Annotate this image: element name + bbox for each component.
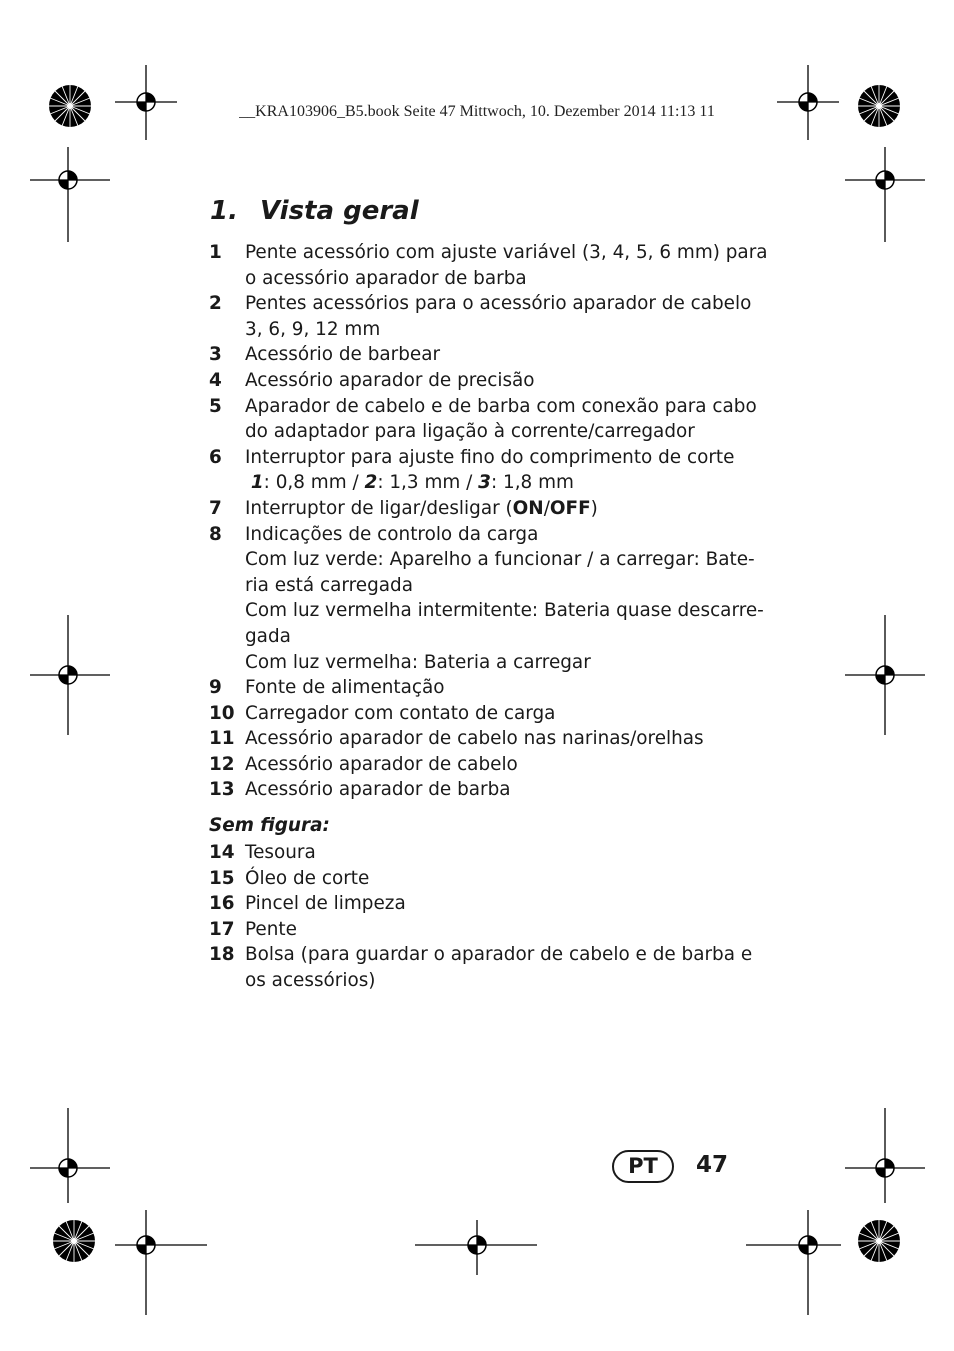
item-text: Interruptor para ajuste fino do comprimento de corte — [245, 446, 735, 468]
item-text: gada — [245, 625, 291, 647]
crosshair-icon — [845, 1108, 925, 1203]
starburst-target-icon — [52, 1219, 96, 1263]
list-item — [209, 942, 769, 993]
crosshair-icon — [746, 1210, 841, 1315]
section-title-text: Vista geral — [260, 196, 419, 226]
item-text: Acessório aparador de precisão — [245, 369, 535, 391]
item-text: Com luz vermelha: Bateria a carregar — [245, 651, 591, 673]
item-number: 13 — [209, 779, 235, 801]
list-item — [209, 891, 769, 917]
item-text: Pente acessório com ajuste variável (3, 4, 5, 6 mm) para — [245, 242, 768, 263]
item-text: Pente — [245, 918, 297, 940]
length-settings-line — [245, 470, 769, 496]
item-number: 8 — [209, 523, 222, 545]
list-item — [209, 866, 769, 892]
item-number: 18 — [209, 944, 235, 966]
language-badge: PT — [612, 1150, 674, 1183]
item-number: 1 — [209, 242, 222, 263]
list-item — [209, 394, 769, 445]
item-number: 11 — [209, 728, 235, 750]
setting-value: : 1,3 mm / — [377, 472, 479, 494]
crosshair-icon — [115, 1210, 207, 1315]
setting-key: 1 — [250, 472, 264, 494]
print-header-line: __KRA103906_B5.book Seite 47 Mittwoch, 10. Dezember 2014 11:13 11 — [239, 103, 715, 120]
item-number: 4 — [209, 369, 222, 391]
item-number: 3 — [209, 344, 222, 366]
item-text: Óleo de corte — [245, 867, 370, 889]
no-figure-heading: Sem figura: — [209, 815, 330, 836]
list-item — [209, 675, 769, 701]
off-label: OFF — [549, 497, 591, 519]
item-text: Acessório aparador de cabelo — [245, 753, 518, 775]
item-text: Acessório de barbear — [245, 344, 441, 366]
list-item — [209, 752, 769, 778]
page-number: 47 — [696, 1152, 729, 1178]
list-item — [209, 701, 769, 727]
crosshair-icon — [30, 615, 110, 735]
item-number: 9 — [209, 677, 222, 699]
item-text-prefix: Interruptor de ligar/desligar ( — [245, 497, 513, 519]
setting-value: : 0,8 mm / — [263, 472, 365, 494]
item-number: 2 — [209, 293, 222, 315]
item-number: 7 — [209, 497, 222, 519]
item-number: 14 — [209, 842, 235, 863]
setting-key: 2 — [364, 472, 378, 494]
item-text: Acessório aparador de barba — [245, 779, 511, 801]
item-text: Aparador de cabelo e de barba com conexão para cabo — [245, 395, 757, 417]
on-label: ON — [512, 497, 544, 519]
item-number: 17 — [209, 918, 235, 940]
item-text: Fonte de alimentação — [245, 677, 445, 699]
no-figure-list — [209, 840, 769, 994]
item-number: 6 — [209, 446, 222, 468]
item-number: 16 — [209, 893, 235, 915]
crosshair-icon — [30, 147, 110, 242]
overview-list — [209, 240, 769, 803]
list-item — [209, 917, 769, 943]
item-text: Com luz vermelha intermitente: Bateria quase descarre- — [245, 600, 764, 622]
section-title — [210, 196, 419, 226]
item-text-suffix: ) — [590, 497, 598, 519]
item-text: ria está carregada — [245, 574, 413, 596]
item-text: Pincel de limpeza — [245, 893, 406, 915]
list-item — [209, 342, 769, 368]
starburst-target-icon — [857, 84, 901, 128]
section-number: 1. — [210, 196, 238, 226]
item-text: Acessório aparador de cabelo nas narinas/orelhas — [245, 728, 704, 750]
crosshair-icon — [30, 1108, 110, 1203]
item-number: 15 — [209, 867, 235, 889]
item-text: do adaptador para ligação à corrente/carregador — [245, 421, 695, 443]
crosshair-icon — [845, 147, 925, 242]
starburst-target-icon — [857, 1219, 901, 1263]
item-number: 5 — [209, 395, 222, 417]
setting-key: 3 — [478, 472, 491, 494]
item-number: 10 — [209, 702, 235, 724]
item-number: 12 — [209, 753, 235, 775]
crosshair-icon — [415, 1220, 537, 1275]
list-item — [209, 291, 769, 342]
item-text: o acessório aparador de barba — [245, 267, 527, 289]
crosshair-icon — [845, 615, 925, 735]
list-item — [209, 726, 769, 752]
list-item — [209, 445, 769, 496]
item-text: Carregador com contato de carga — [245, 702, 556, 724]
crosshair-icon — [115, 65, 177, 140]
item-text: Tesoura — [245, 842, 316, 863]
starburst-target-icon — [48, 84, 92, 128]
list-item — [209, 496, 769, 522]
list-item — [209, 368, 769, 394]
separator: / — [543, 497, 550, 519]
item-text: os acessórios) — [245, 969, 376, 991]
item-text: Indicações de controlo da carga — [245, 523, 539, 545]
item-text — [245, 496, 769, 522]
list-item — [209, 240, 769, 291]
setting-value: : 1,8 mm — [490, 472, 574, 494]
list-item — [209, 522, 769, 676]
item-text: Com luz verde: Aparelho a funcionar / a carregar: Bate- — [245, 549, 755, 571]
item-text: 3, 6, 9, 12 mm — [245, 318, 381, 340]
item-text: Bolsa (para guardar o aparador de cabelo e de barba e — [245, 944, 753, 966]
item-text: Pentes acessórios para o acessório aparador de cabelo — [245, 293, 752, 315]
list-item — [209, 777, 769, 803]
list-item — [209, 840, 769, 866]
crosshair-icon — [777, 65, 839, 140]
